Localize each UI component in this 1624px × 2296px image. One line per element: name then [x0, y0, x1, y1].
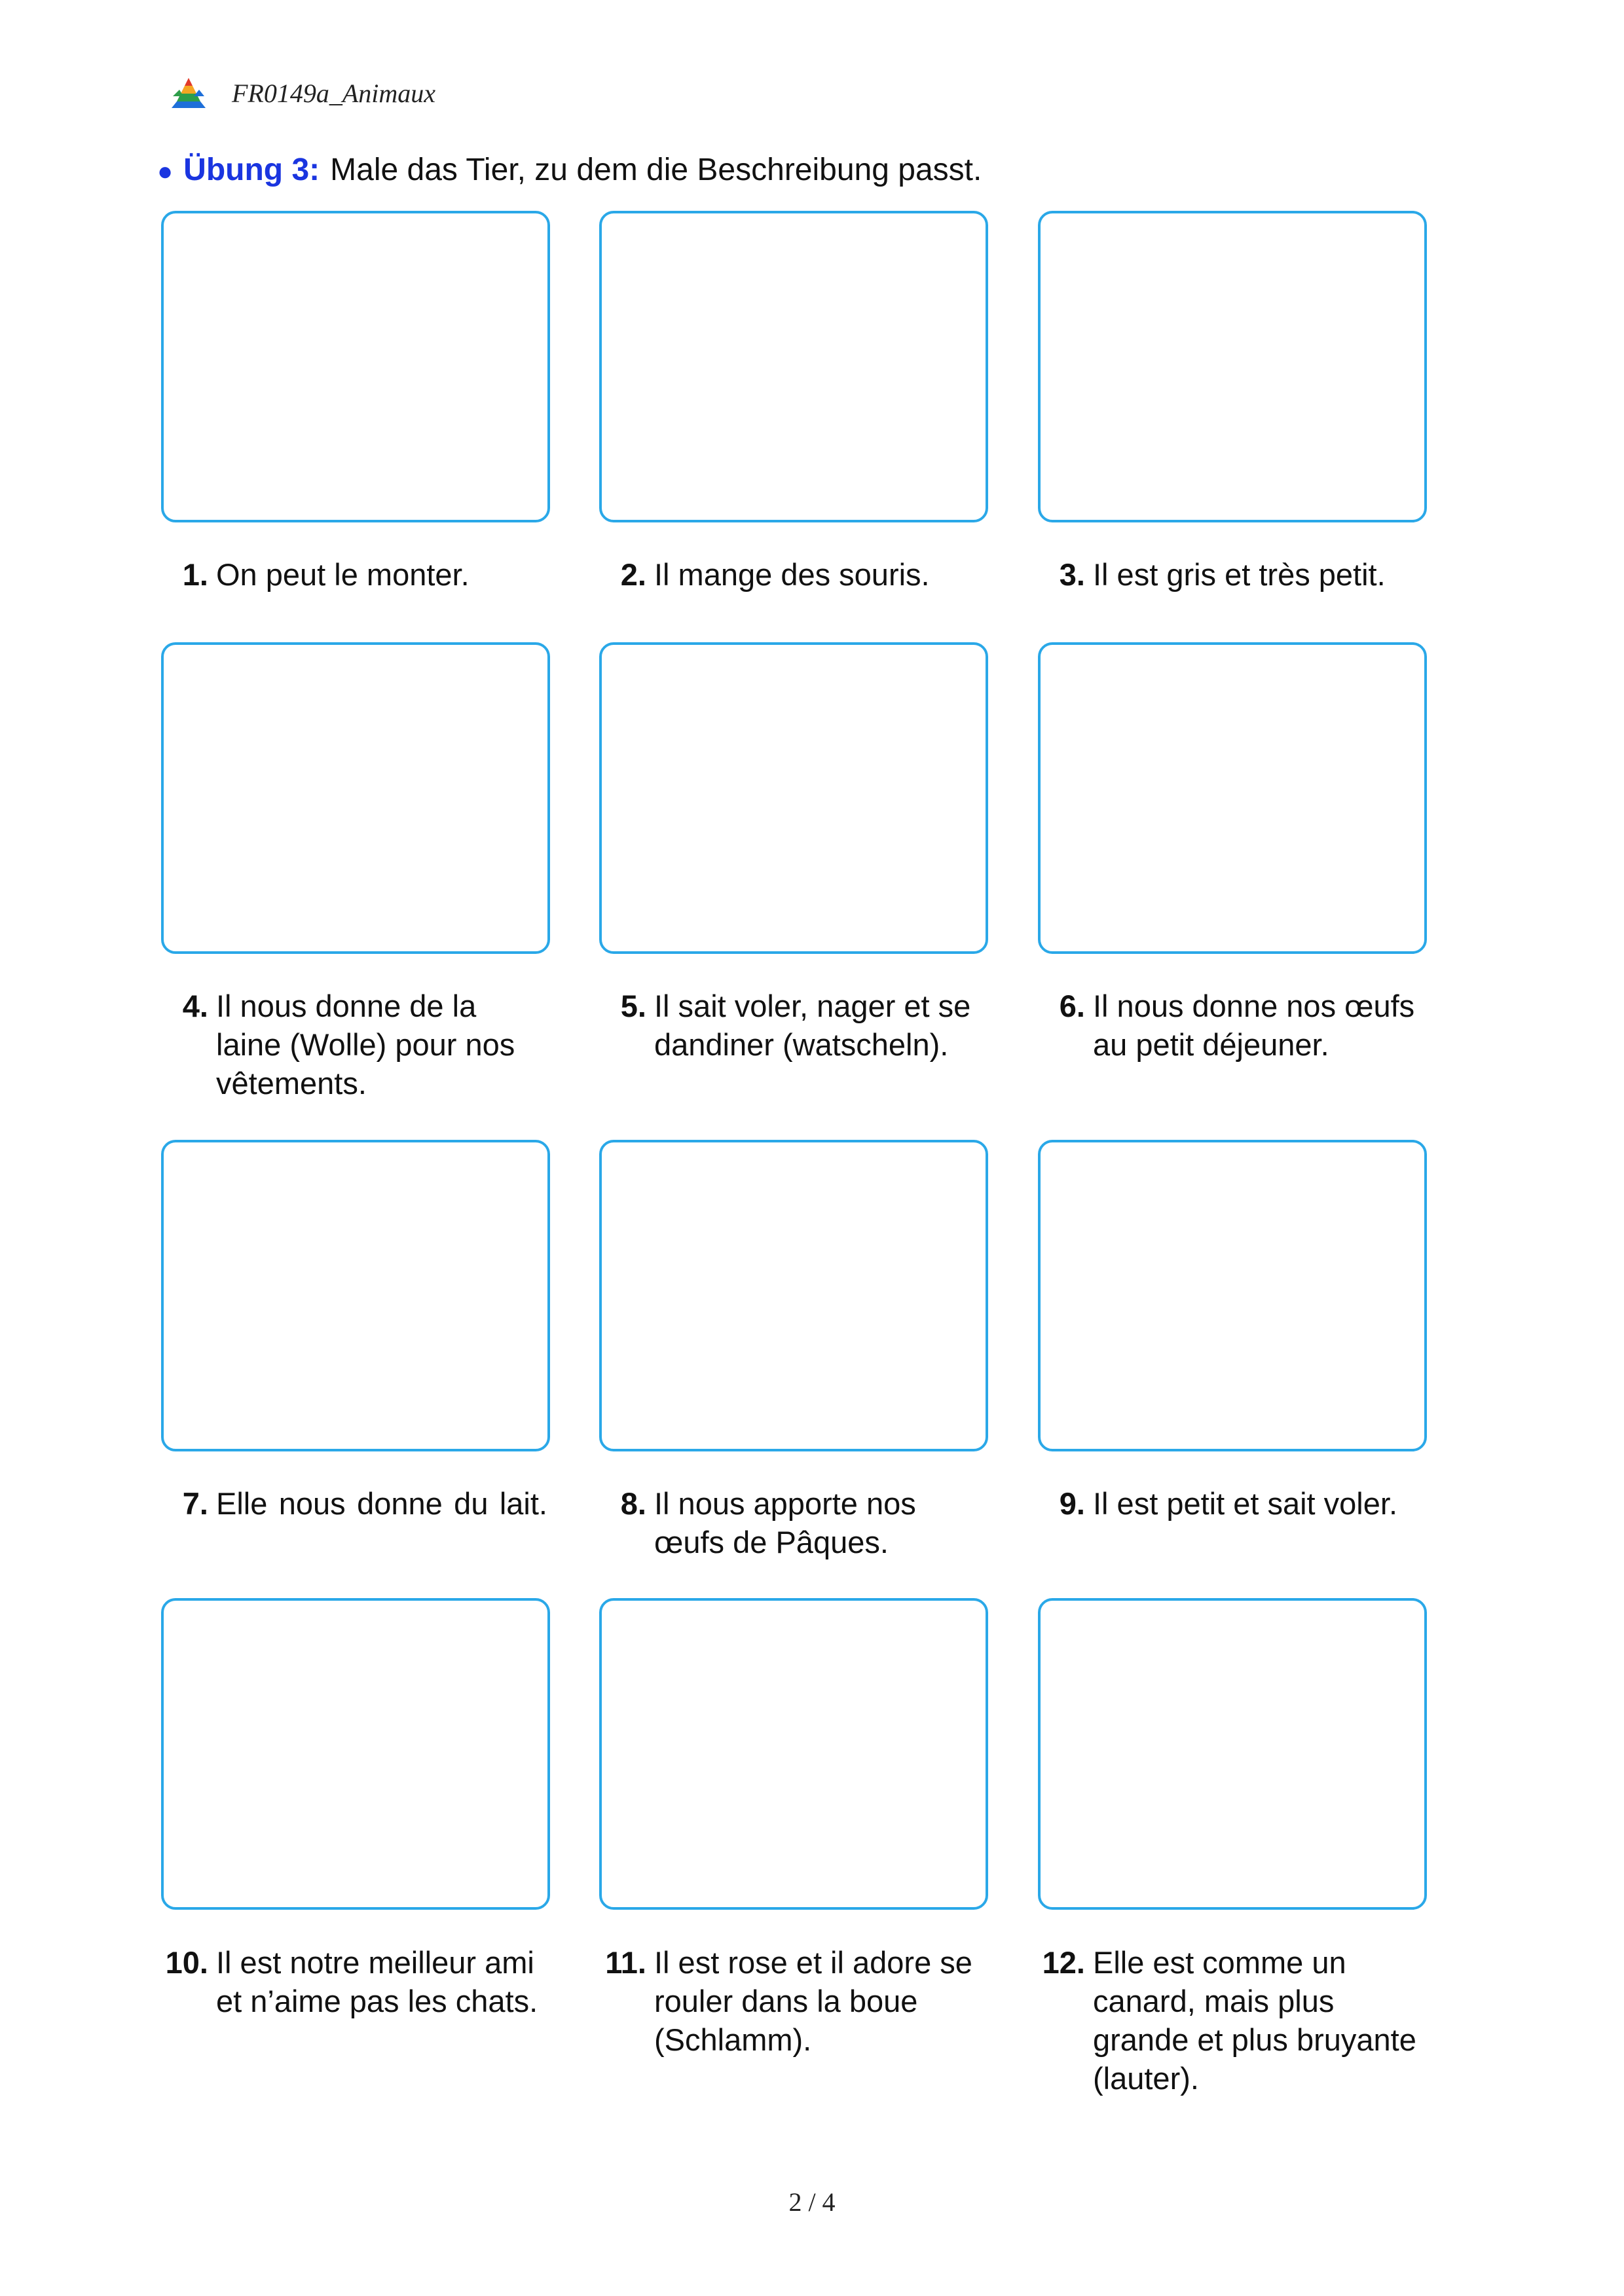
description-1: [161, 555, 554, 594]
document-title: FR0149a_Animaux: [232, 78, 436, 108]
drawing-box-3[interactable]: [1038, 211, 1427, 522]
drawing-box-1[interactable]: [161, 211, 550, 522]
item-number: 8.: [620, 1486, 646, 1521]
item-text: Il nous donne nos œufs au petit déjeuner.: [1093, 989, 1415, 1062]
item-number: 9.: [1059, 1486, 1085, 1521]
drawing-box-6[interactable]: [1038, 642, 1427, 954]
description-8: [599, 1484, 992, 1561]
exercise-label: Übung 3:: [183, 153, 320, 187]
drawing-box-5[interactable]: [599, 642, 988, 954]
item-number: 3.: [1059, 557, 1085, 592]
document-header: [169, 73, 435, 113]
description-2: [599, 555, 992, 594]
item-number: 12.: [1042, 1945, 1085, 1980]
logo-icon: [169, 77, 208, 109]
drawing-box-2[interactable]: [599, 211, 988, 522]
description-7: [161, 1484, 554, 1523]
item-text: Il est rose et il adore se rouler dans la boue (Schlamm).: [654, 1945, 972, 2057]
item-text: Il est petit et sait voler.: [1093, 1486, 1397, 1521]
description-12: [1038, 1943, 1431, 2098]
description-5: [599, 987, 992, 1064]
drawing-box-7[interactable]: [161, 1140, 550, 1451]
page-number: 2 / 4: [788, 2187, 836, 2217]
item-number: 5.: [620, 989, 646, 1023]
description-9: [1038, 1484, 1431, 1523]
drawing-box-8[interactable]: [599, 1140, 988, 1451]
item-text: Elle nous donne du lait.: [216, 1486, 547, 1521]
item-text: Il est gris et très petit.: [1093, 557, 1386, 592]
item-number: 4.: [182, 989, 208, 1023]
item-text: Il sait voler, nager et se dandiner (watscheln).: [654, 989, 971, 1062]
item-text: Il nous donne de la laine (Wolle) pour nos vêtements.: [216, 989, 515, 1101]
item-number: 11.: [605, 1945, 646, 1980]
item-number: 2.: [620, 557, 646, 592]
item-number: 10.: [165, 1945, 208, 1980]
item-text: Il est notre meilleur ami et n’aime pas les chats.: [216, 1945, 538, 2018]
item-text: On peut le monter.: [216, 557, 470, 592]
description-3: [1038, 555, 1431, 594]
instruction-text: Male das Tier, zu dem die Beschreibung passt.: [330, 153, 982, 187]
drawing-box-10[interactable]: [161, 1598, 550, 1910]
item-number: 7.: [182, 1486, 208, 1521]
description-10: [161, 1943, 554, 2020]
item-number: 1.: [182, 557, 208, 592]
item-text: Il mange des souris.: [654, 557, 930, 592]
description-4: [161, 987, 554, 1102]
drawing-box-4[interactable]: [161, 642, 550, 954]
item-text: Elle est comme un canard, mais plus grande et plus bruyante (lauter).: [1093, 1945, 1416, 2096]
drawing-box-11[interactable]: [599, 1598, 988, 1910]
description-11: [599, 1943, 992, 2059]
item-number: 6.: [1059, 989, 1085, 1023]
description-6: [1038, 987, 1431, 1064]
exercise-instruction: [157, 152, 982, 188]
drawing-box-9[interactable]: [1038, 1140, 1427, 1451]
item-text: Il nous apporte nos œufs de Pâques.: [654, 1486, 916, 1559]
bullet-icon: ●: [157, 157, 174, 186]
drawing-box-12[interactable]: [1038, 1598, 1427, 1910]
